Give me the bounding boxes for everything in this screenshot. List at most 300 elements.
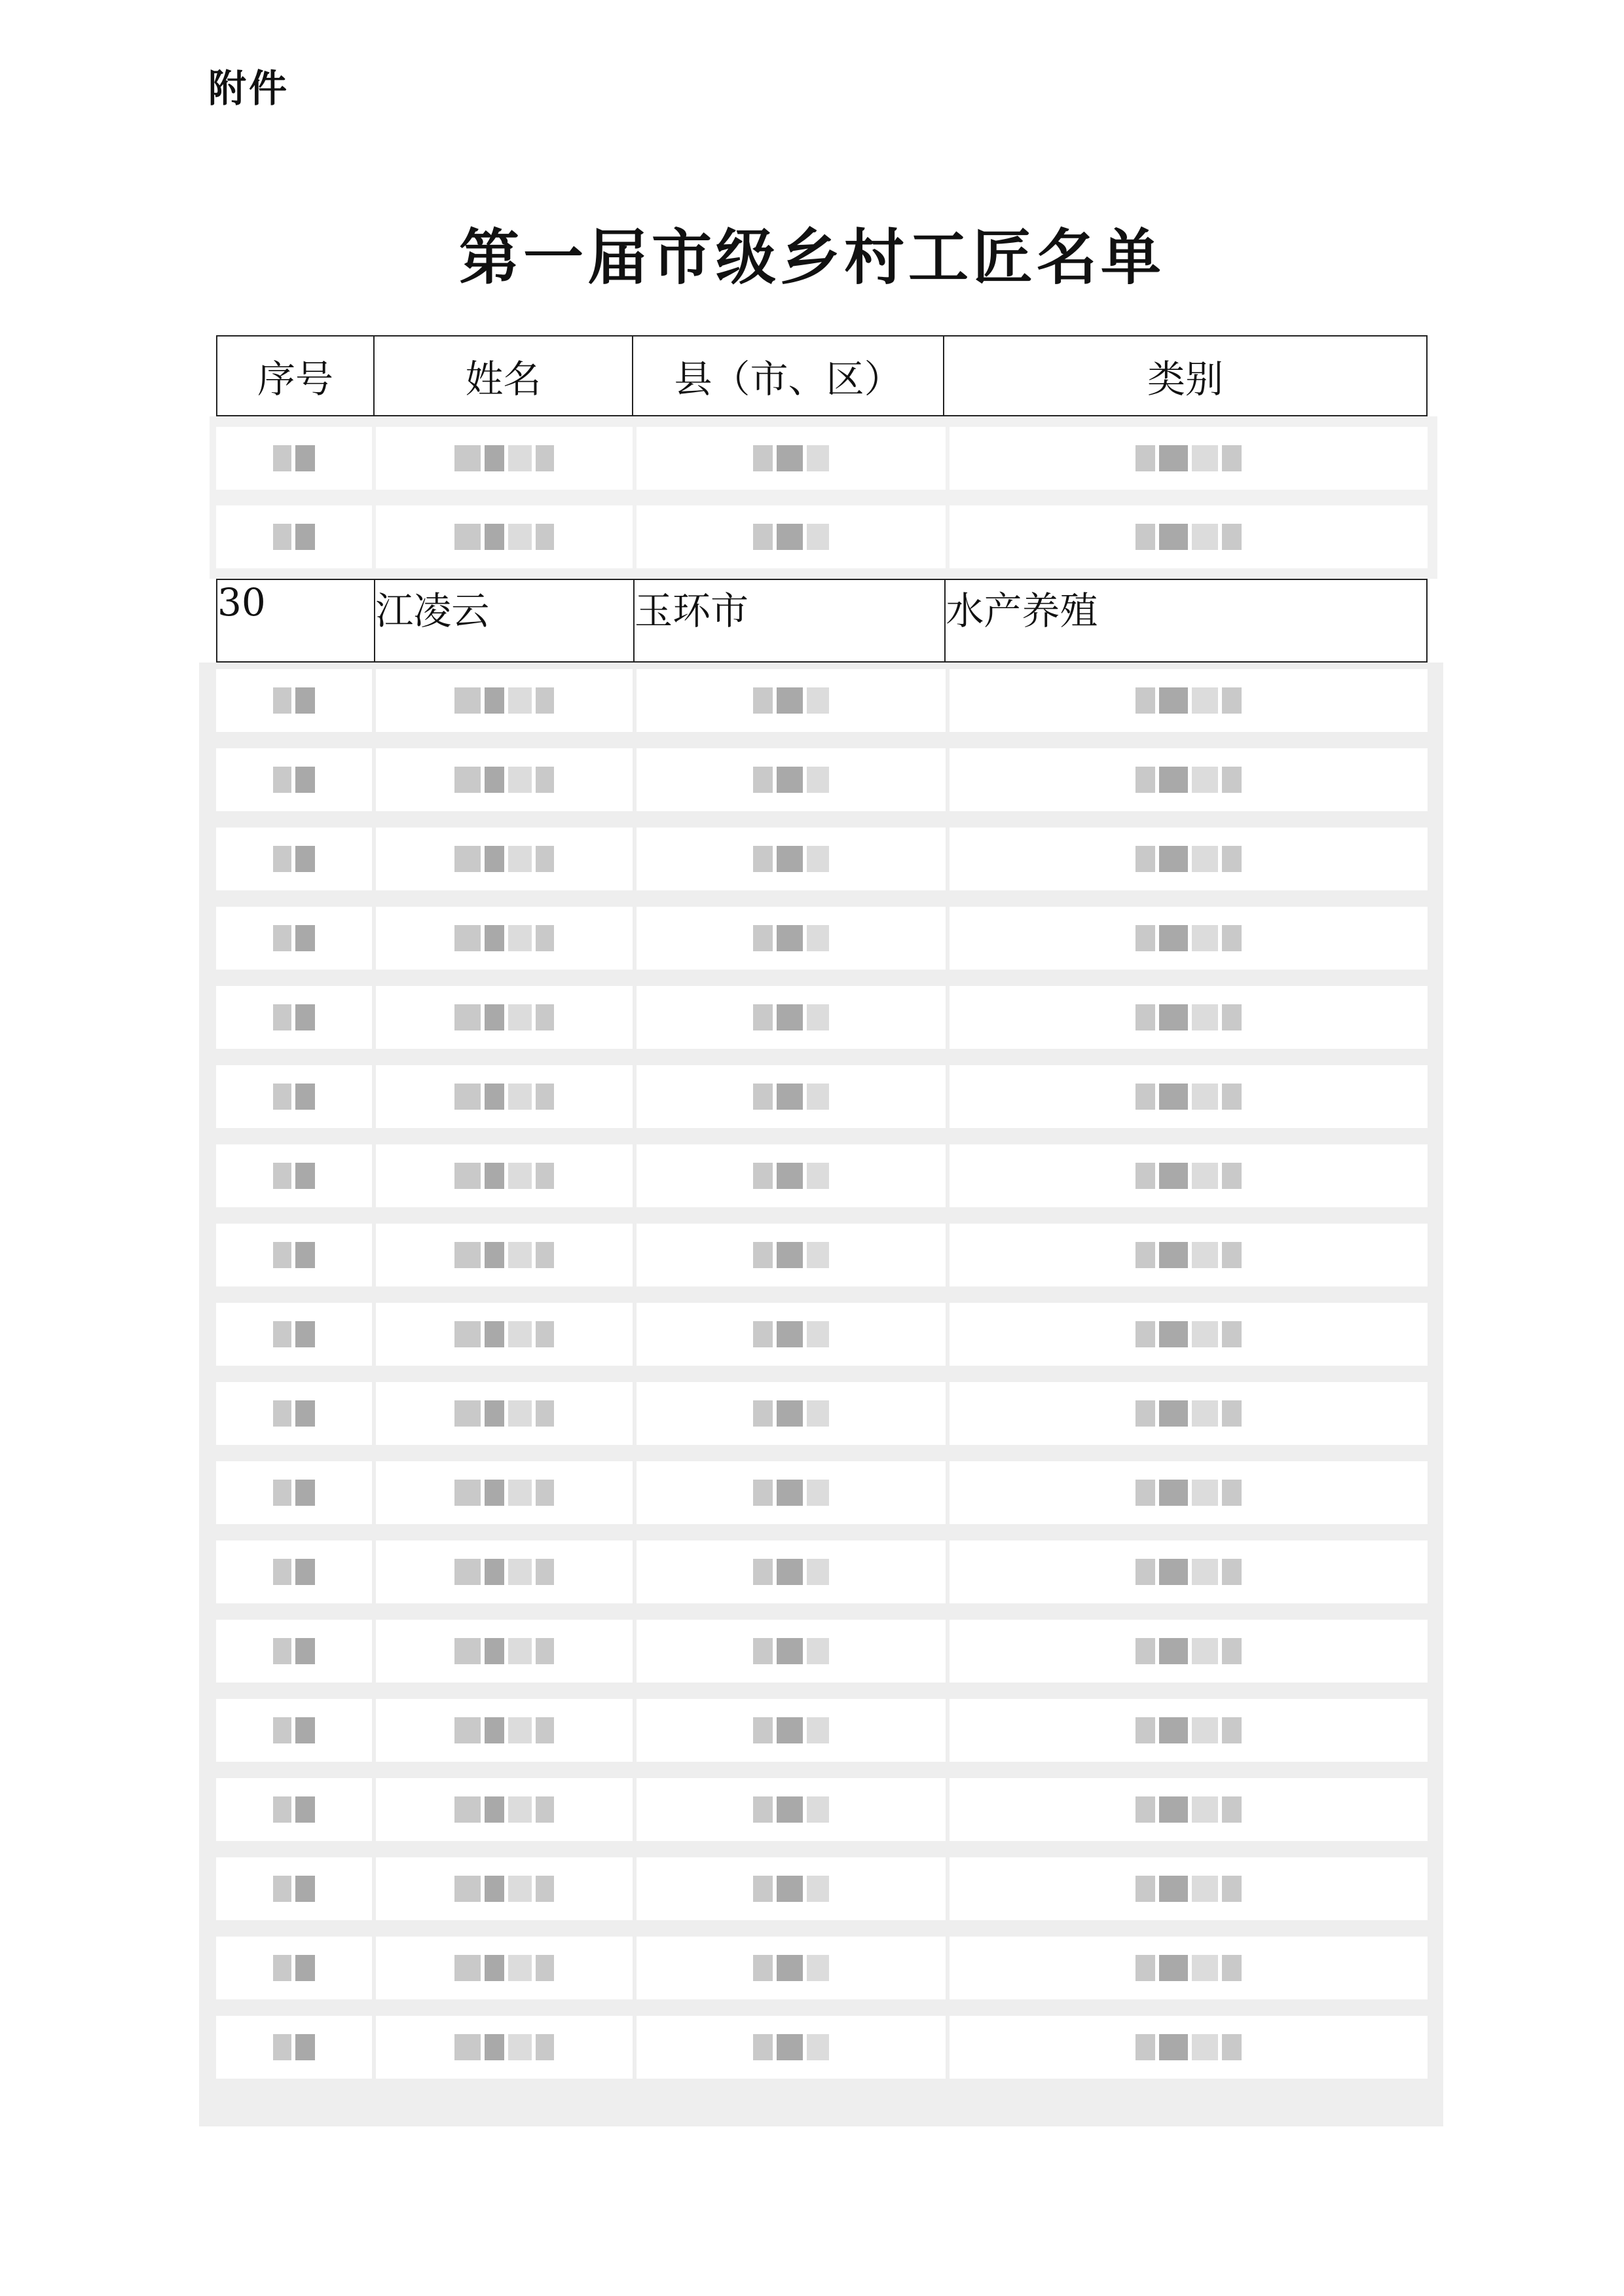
cell-index: 30 [217,580,375,661]
redaction-pixel [807,1876,829,1902]
redaction-pixel [454,1876,481,1902]
redaction-pixel [1192,1004,1218,1030]
redaction-pixel [1222,2034,1242,2060]
redaction-pixel [485,2034,504,2060]
redaction-pixel [485,1876,504,1902]
redaction-pixel [295,1163,315,1189]
redaction-pixel [777,687,803,714]
redaction-pixel [454,687,481,714]
table-row [216,579,1428,663]
redaction-pixel [1135,925,1155,951]
redaction-pixel [295,1321,315,1347]
redaction-pixel [485,1955,504,1981]
redaction-pixel [807,1559,829,1585]
redaction-pixel [273,846,291,872]
redaction-pixel [485,1796,504,1823]
redaction-pixel [777,1559,803,1585]
redacted-cell [637,1303,945,1366]
redaction-pixel [508,1796,532,1823]
redacted-cell [376,2016,633,2079]
redacted-cell [216,1382,372,1445]
redaction-pixel [454,846,481,872]
redaction-pixel [536,2034,554,2060]
redacted-cell [950,1065,1428,1128]
redaction-pixel [1159,1163,1188,1189]
redaction-pixel [273,2034,291,2060]
redaction-pixel [1159,1480,1188,1506]
redaction-pixel [807,1242,829,1268]
redaction-pixel [1135,1717,1155,1743]
redaction-pixel [807,1955,829,1981]
redaction-pixel [807,1638,829,1664]
redaction-pixel [454,1480,481,1506]
redacted-cell [216,505,372,568]
redacted-cell [216,1937,372,1999]
redaction-pixel [807,1796,829,1823]
redaction-pixel [454,1242,481,1268]
cell-name: 江凌云 [375,580,635,661]
redaction-pixel [1222,767,1242,793]
redaction-pixel [454,524,481,550]
redacted-cell [950,669,1428,732]
redaction-pixel [1159,1400,1188,1427]
redaction-pixel [1222,1717,1242,1743]
redacted-cell [950,1303,1428,1366]
redaction-pixel [777,767,803,793]
redaction-pixel [295,2034,315,2060]
redaction-pixel [295,1717,315,1743]
redacted-cell [376,1540,633,1603]
redacted-cell [637,1382,945,1445]
redaction-pixel [1192,846,1218,872]
redaction-pixel [536,846,554,872]
redaction-pixel [454,1796,481,1823]
redacted-cell [376,1144,633,1207]
redaction-pixel [273,687,291,714]
redaction-pixel [1159,1242,1188,1268]
redaction-pixel [1159,1876,1188,1902]
redaction-pixel [777,1480,803,1506]
redaction-pixel [454,1163,481,1189]
redaction-pixel [273,1321,291,1347]
table-header [216,335,1428,416]
redaction-pixel [454,1084,481,1110]
redaction-pixel [295,1638,315,1664]
redaction-pixel [1159,1321,1188,1347]
redaction-pixel [536,1717,554,1743]
redaction-pixel [485,1400,504,1427]
redacted-table-row [216,2016,1428,2079]
redaction-pixel [454,445,481,471]
redaction-pixel [1192,524,1218,550]
redaction-pixel [1192,1955,1218,1981]
redaction-pixel [485,767,504,793]
redaction-pixel [485,1717,504,1743]
redaction-pixel [273,1163,291,1189]
redaction-pixel [536,1321,554,1347]
redaction-pixel [508,1400,532,1427]
redacted-table-row [216,505,1428,568]
redaction-pixel [753,1876,773,1902]
redacted-cell [950,1620,1428,1683]
redaction-pixel [295,524,315,550]
redaction-pixel [295,925,315,951]
redaction-pixel [1222,1955,1242,1981]
redaction-pixel [777,1163,803,1189]
redaction-pixel [454,1559,481,1585]
redacted-cell [950,427,1428,490]
redaction-pixel [485,1559,504,1585]
redaction-pixel [1192,1321,1218,1347]
redaction-pixel [753,1955,773,1981]
header-category: 类别 [1147,357,1223,401]
redaction-pixel [1192,2034,1218,2060]
redaction-pixel [1192,445,1218,471]
redaction-pixel [295,445,315,471]
redaction-pixel [295,1876,315,1902]
redacted-cell [376,1699,633,1762]
redaction-pixel [273,1638,291,1664]
redaction-pixel [508,846,532,872]
redacted-cell [637,1224,945,1286]
redaction-pixel [485,1242,504,1268]
redaction-pixel [807,1480,829,1506]
redaction-pixel [777,524,803,550]
redaction-pixel [753,1480,773,1506]
redaction-pixel [777,445,803,471]
redaction-pixel [1192,1717,1218,1743]
redaction-pixel [1192,1638,1218,1664]
redaction-pixel [1135,1242,1155,1268]
redaction-pixel [1135,1955,1155,1981]
redacted-cell [950,2016,1428,2079]
redacted-cell [950,505,1428,568]
header-index: 序号 [217,337,375,415]
redaction-pixel [295,1084,315,1110]
redaction-pixel [485,1480,504,1506]
redacted-table-row [216,1937,1428,1999]
redacted-cell [637,1461,945,1524]
redaction-pixel [485,687,504,714]
header-name: 姓名 [375,337,633,415]
redaction-pixel [753,846,773,872]
redaction-pixel [1135,524,1155,550]
redaction-pixel [1159,925,1188,951]
redaction-pixel [295,1955,315,1981]
redacted-table-row [216,1144,1428,1207]
redacted-cell [950,1937,1428,1999]
redaction-pixel [1135,1480,1155,1506]
redacted-cell [376,669,633,732]
redacted-cell [216,828,372,890]
redaction-pixel [1159,767,1188,793]
redaction-pixel [1192,1480,1218,1506]
redaction-pixel [777,1400,803,1427]
redaction-pixel [273,1717,291,1743]
redaction-pixel [273,1480,291,1506]
redaction-pixel [536,1242,554,1268]
redaction-pixel [1222,1321,1242,1347]
redaction-pixel [508,1955,532,1981]
redaction-pixel [454,1717,481,1743]
redacted-table-row [216,669,1428,732]
redacted-cell [950,1778,1428,1841]
redaction-pixel [807,767,829,793]
redaction-pixel [536,524,554,550]
redaction-pixel [485,445,504,471]
redaction-pixel [508,524,532,550]
redaction-pixel [777,1084,803,1110]
redaction-pixel [1222,1559,1242,1585]
redaction-pixel [753,1559,773,1585]
redaction-pixel [454,1321,481,1347]
redacted-cell [216,1303,372,1366]
redaction-pixel [753,1163,773,1189]
cell-county: 玉环市 [635,580,946,661]
redaction-pixel [454,1004,481,1030]
redaction-pixel [1135,1084,1155,1110]
redaction-pixel [508,1004,532,1030]
redaction-pixel [273,1876,291,1902]
redacted-cell [216,427,372,490]
redaction-pixel [777,1004,803,1030]
redacted-cell [216,669,372,732]
redaction-pixel [753,1717,773,1743]
redaction-pixel [454,2034,481,2060]
redaction-pixel [273,1559,291,1585]
redacted-cell [637,1778,945,1841]
redaction-pixel [273,1004,291,1030]
attachment-label: 附件 [208,66,290,111]
redaction-pixel [273,1955,291,1981]
redaction-pixel [1135,1638,1155,1664]
redaction-pixel [753,1796,773,1823]
redacted-table-row [216,1540,1428,1603]
redaction-pixel [454,1400,481,1427]
redaction-pixel [536,1876,554,1902]
redaction-pixel [536,687,554,714]
redacted-cell [637,669,945,732]
redaction-pixel [454,767,481,793]
redaction-pixel [273,445,291,471]
redaction-pixel [508,1638,532,1664]
redaction-pixel [753,1400,773,1427]
redacted-cell [950,907,1428,970]
redaction-pixel [273,925,291,951]
redaction-pixel [1192,1242,1218,1268]
redaction-pixel [1192,1084,1218,1110]
redaction-pixel [273,1242,291,1268]
redaction-pixel [295,1004,315,1030]
redaction-pixel [508,1321,532,1347]
redacted-cell [216,1461,372,1524]
redaction-pixel [1192,1400,1218,1427]
redacted-cell [216,1778,372,1841]
redacted-table-row [216,748,1428,811]
redaction-pixel [485,1084,504,1110]
redaction-pixel [485,1163,504,1189]
redaction-pixel [753,1242,773,1268]
redaction-pixel [1159,687,1188,714]
redaction-pixel [807,1321,829,1347]
redaction-pixel [1192,687,1218,714]
redaction-pixel [1222,1163,1242,1189]
redaction-pixel [508,1717,532,1743]
redaction-pixel [536,767,554,793]
redacted-table-row [216,828,1428,890]
redaction-pixel [536,1163,554,1189]
redacted-cell [637,505,945,568]
redaction-pixel [536,1004,554,1030]
redacted-cell [376,1461,633,1524]
redaction-pixel [777,846,803,872]
redaction-pixel [1192,925,1218,951]
redaction-pixel [777,1876,803,1902]
redaction-pixel [1159,1955,1188,1981]
redaction-pixel [1222,846,1242,872]
redaction-pixel [295,1796,315,1823]
redaction-pixel [753,445,773,471]
redaction-pixel [1222,1400,1242,1427]
redaction-pixel [1222,1004,1242,1030]
redacted-cell [637,1144,945,1207]
redaction-pixel [295,1559,315,1585]
redaction-pixel [753,925,773,951]
redacted-cell [376,1224,633,1286]
redaction-pixel [273,524,291,550]
redaction-pixel [1135,687,1155,714]
redaction-pixel [1222,687,1242,714]
redaction-pixel [536,1955,554,1981]
redacted-cell [637,1857,945,1920]
redaction-pixel [807,1717,829,1743]
redaction-pixel [1135,445,1155,471]
redaction-pixel [454,925,481,951]
redaction-pixel [454,1955,481,1981]
redaction-pixel [753,767,773,793]
redaction-pixel [295,1400,315,1427]
redaction-pixel [807,925,829,951]
redaction-pixel [508,1163,532,1189]
redacted-cell [950,1699,1428,1762]
redaction-pixel [508,687,532,714]
redacted-cell [950,1144,1428,1207]
redaction-pixel [1192,1876,1218,1902]
redaction-pixel [1159,1717,1188,1743]
redaction-pixel [753,687,773,714]
redaction-pixel [295,687,315,714]
redacted-cell [376,1937,633,1999]
redaction-pixel [1135,1400,1155,1427]
cell-category: 水产养殖 [946,589,1098,633]
redacted-cell [376,748,633,811]
redaction-pixel [1159,1004,1188,1030]
redacted-cell [376,1382,633,1445]
redaction-pixel [1222,1480,1242,1506]
redaction-pixel [485,846,504,872]
redaction-pixel [1135,1876,1155,1902]
redaction-pixel [1192,1796,1218,1823]
redacted-cell [950,1540,1428,1603]
redaction-pixel [485,524,504,550]
redaction-pixel [508,1242,532,1268]
redacted-cell [216,1857,372,1920]
redacted-cell [216,748,372,811]
redaction-pixel [807,445,829,471]
redaction-pixel [1192,1559,1218,1585]
redaction-pixel [1222,1796,1242,1823]
redaction-pixel [536,925,554,951]
redaction-pixel [273,1400,291,1427]
redaction-pixel [536,1638,554,1664]
redaction-pixel [1159,1638,1188,1664]
redacted-table-row [216,1382,1428,1445]
redaction-pixel [777,1242,803,1268]
redaction-pixel [777,1717,803,1743]
redaction-pixel [777,1638,803,1664]
redacted-cell [376,828,633,890]
redaction-pixel [1222,524,1242,550]
redaction-pixel [753,1084,773,1110]
redaction-pixel [536,1084,554,1110]
redacted-table-row [216,907,1428,970]
redacted-cell [637,907,945,970]
redaction-pixel [1159,445,1188,471]
redacted-table-row [216,986,1428,1049]
redacted-cell [376,907,633,970]
redacted-cell [637,1699,945,1762]
redacted-cell [376,1620,633,1683]
redacted-table-row [216,1857,1428,1920]
redacted-cell [376,505,633,568]
redaction-pixel [508,1559,532,1585]
redacted-cell [637,1065,945,1128]
redaction-pixel [1159,1559,1188,1585]
redacted-cell [376,1857,633,1920]
redaction-pixel [508,767,532,793]
page-title: 第一届市级乡村工匠名单 [458,222,1165,293]
redacted-cell [216,1144,372,1207]
redaction-pixel [1135,1796,1155,1823]
redaction-pixel [485,925,504,951]
redaction-pixel [1222,445,1242,471]
redacted-table-row [216,427,1428,490]
redacted-table-row [216,1303,1428,1366]
redacted-cell [216,907,372,970]
redacted-cell [637,828,945,890]
redacted-table-row [216,1065,1428,1128]
redaction-pixel [1192,767,1218,793]
redacted-cell [637,986,945,1049]
redaction-pixel [485,1004,504,1030]
redaction-pixel [273,1084,291,1110]
redacted-cell [376,1303,633,1366]
redaction-pixel [777,2034,803,2060]
redacted-cell [950,1224,1428,1286]
redaction-pixel [1222,1084,1242,1110]
redaction-pixel [1222,925,1242,951]
redacted-cell [637,1620,945,1683]
redacted-cell [637,748,945,811]
redaction-pixel [295,767,315,793]
redacted-cell [216,1065,372,1128]
redaction-pixel [753,1321,773,1347]
redacted-cell [216,1699,372,1762]
redaction-pixel [536,1480,554,1506]
redaction-pixel [753,1638,773,1664]
redaction-pixel [1159,1084,1188,1110]
redaction-pixel [753,524,773,550]
